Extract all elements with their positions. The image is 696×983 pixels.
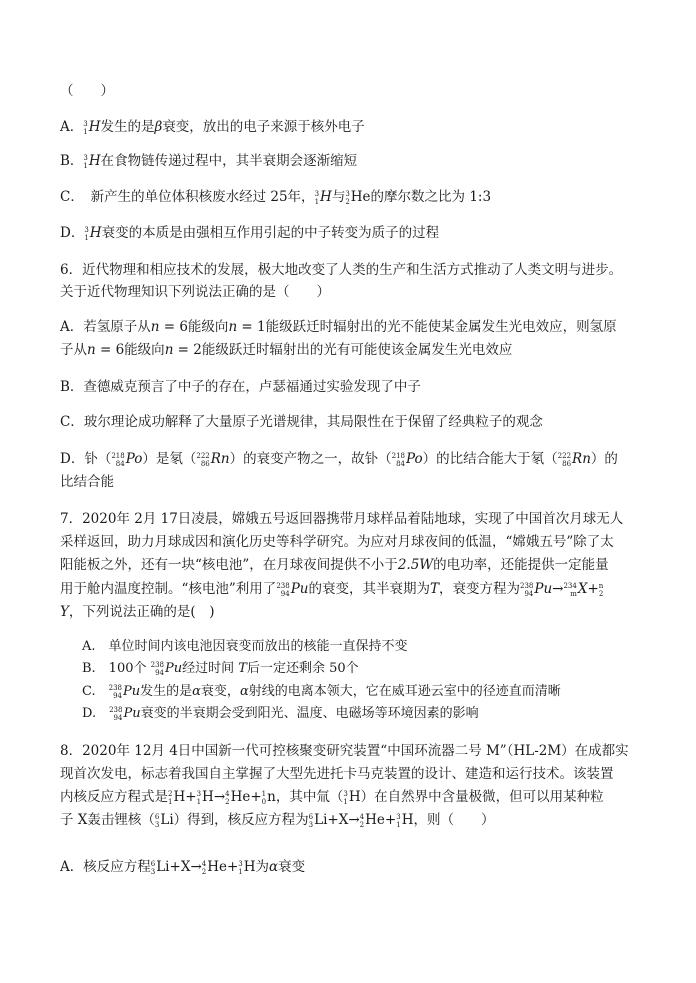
q7-stem-line-5: Y，下列说法正确的是( ) — [60, 604, 215, 620]
q7-stem-line-1: 7．2020年 2月 17日凌晨，嫦娥五号返回器携带月球样品着陆地球，实现了中国首次月球无人 — [60, 511, 624, 527]
q6-stem-line-2: 关于近代物理知识下列说法正确的是（ ） — [60, 284, 330, 300]
answer-blank: （ ） — [60, 83, 114, 99]
q8-stem-line-3: 内核反应方程式是 2 1 H+ 3 1 H→ 4 2 He+ 1 0 n，其中氚（ 3 1 H）在自然界中含量极微，但可以用某种粒 — [60, 789, 604, 806]
q8-option-a: A．核反应方程 6 3 Li+X→ 4 2 He+ 3 1 H为α衰变 — [60, 859, 306, 876]
q6-stem-line-1: 6．近代物理和相应技术的发展，极大地改变了人类的生产和生活方式推动了人类文明与进步。 — [60, 262, 623, 278]
q6-option-d-line-1: D．钋（ 218 84 Po）是氡（ 222 86 Rn）的衰变产物之一，故钋（ 218 84 Po）的比结合能大于氡（ 222 86 Rn）的 — [60, 451, 618, 468]
q8-stem-line-1: 8．2020年 12月 4日中国新一代可控核聚变研究装置“中国环流器二号 M”（HL-2M）在成都实 — [60, 743, 629, 759]
q7-stem-line-3: 阳能板之外，还有一块“核电池”，在月球夜间提供不小于2.5W的电功率，还能提供一定能量 — [60, 557, 609, 573]
q7-option-c: C. 238 94 Pu发生的是α衰变，α射线的电离本领大，它在威耳逊云室中的径迹直而清晰 — [82, 683, 561, 700]
q5-option-c: C． 新产生的单位体积核废水经过 25年， 3 1 H与 3 2 He的摩尔数之比为 1:3 — [60, 189, 492, 206]
q7-stem-line-2: 采样返回，助力月球成因和演化历史等科学研究。为应对月球夜间的低温，“嫦娥五号”除了太 — [60, 534, 614, 550]
q8-stem-line-4: 子 X轰击锂核（ 6 3 Li）得到，核反应方程为 6 3 Li+X→ 4 2 He+ 3 1 H，则（ ） — [60, 812, 495, 829]
q7-option-d: D. 238 94 Pu衰变的半衰期会受到阳光、温度、电磁场等环境因素的影响 — [82, 705, 479, 722]
q7-stem-line-4: 用于舱内温度控制。“核电池”利用了 238 94 Pu的衰变，其半衰期为T，衰变方程为 238 94 Pu→ 234 m X+ n 2 — [60, 581, 604, 598]
q6-option-c: C．玻尔理论成功解释了大量原子光谱规律，其局限性在于保留了经典粒子的观念 — [60, 414, 543, 430]
q6-option-b: B．查德威克预言了中子的存在，卢瑟福通过实验发现了中子 — [60, 379, 421, 395]
q6-option-d-line-2: 比结合能 — [60, 474, 114, 490]
q6-option-a-line-1: A．若氢原子从n = 6能级向n = 1能级跃迁时辐射出的光不能使某金属发生光电效应，则氢原 — [60, 319, 617, 335]
q5-option-d: D． 3 1 H衰变的本质是由强相互作用引起的中子转变为质子的过程 — [60, 225, 440, 242]
q8-stem-line-2: 现首次发电，标志着我国自主掌握了大型先进托卡马克装置的设计、建造和运行技术。该装置 — [60, 766, 614, 782]
q5-option-b: B． 3 1 H在食物链传递过程中，其半衰期会逐渐缩短 — [60, 153, 358, 170]
q7-option-b: B. 100个 238 94 Pu经过时间 T后一定还剩余 50个 — [82, 660, 359, 677]
q6-option-a-line-2: 子从n = 6能级向n = 2能级跃迁时辐射出的光有可能使该金属发生光电效应 — [60, 342, 513, 358]
q7-option-a: A. 单位时间内该电池因衰变而放出的核能一直保持不变 — [82, 639, 408, 654]
q5-option-a: A． 3 1 H发生的是β衰变，放出的电子来源于核外电子 — [60, 119, 365, 136]
